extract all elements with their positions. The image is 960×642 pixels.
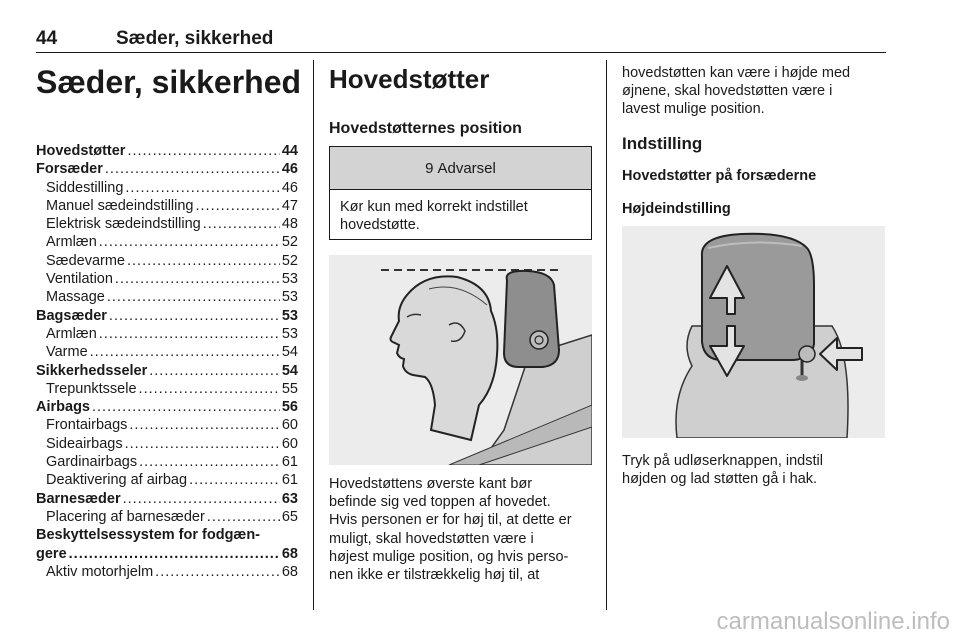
subheading: Hovedstøtter på forsæderne [622,168,817,184]
toc-leader-dots [155,563,280,581]
toc-page: 52 [281,252,298,269]
toc-leader-dots [105,160,280,178]
warning-heading: Advarsel [437,159,496,177]
toc-entry[interactable] [36,343,298,361]
toc-label: Armlæn [46,234,97,251]
toc-label: Barnesæder [36,490,121,507]
toc-entry[interactable] [36,270,298,288]
toc-page: 61 [281,454,298,471]
toc-page: 54 [281,344,298,361]
text-line: øjnene, skal hovedstøtten være i [622,83,833,100]
toc-leader-dots [127,142,279,160]
toc-leader-dots [90,343,280,361]
toc-page: 65 [281,508,298,525]
toc-entry[interactable] [36,197,298,215]
toc-entry[interactable] [36,233,298,251]
toc-label: Sikkerhedsseler [36,362,148,379]
toc-entry[interactable] [36,252,298,270]
toc-entry[interactable] [36,563,298,581]
toc-leader-dots [109,307,280,325]
toc-page: 46 [281,161,298,178]
height-adjustment-illustration [622,226,885,438]
toc-entry-wrapped[interactable] [36,526,298,563]
toc-entry[interactable] [36,325,298,343]
subheading: Højdeindstilling [622,201,731,217]
toc-entry[interactable] [36,142,298,160]
toc-entry[interactable] [36,215,298,233]
page-number: 44 [36,28,58,49]
section-title: Hovedstøtter [329,64,490,94]
body-text [622,452,886,488]
warning-text: Kør kun med korrekt indstillet hovedstøtte. [340,199,528,234]
watermark: carmanualsonline.info [716,608,950,635]
toc-label: Airbags [36,399,90,416]
toc-label: Armlæn [46,325,97,342]
column-divider [313,60,314,610]
toc-page: 47 [281,197,298,214]
toc-leader-dots [92,398,280,416]
toc-label: Sædevarme [46,252,125,269]
toc-entry[interactable] [36,380,298,398]
body-text [329,475,594,584]
toc-leader-dots [125,179,279,197]
section-heading: Indstilling [622,134,703,153]
toc-leader-dots [125,435,280,453]
toc-page: 53 [281,289,298,306]
toc-leader-dots [129,416,279,434]
toc-page: 68 [281,563,298,580]
warning-header [330,147,591,190]
toc-label: Gardinairbags [46,454,138,471]
toc-leader-dots [99,325,280,343]
warning-box [329,146,592,240]
toc-leader-dots [207,508,280,526]
toc-page: 63 [281,490,298,507]
toc-page: 60 [281,435,298,452]
text-line: Hvis personen er for høj til, at dette er [329,512,572,529]
toc-page: 61 [281,472,298,489]
toc-label: Ventilation [46,271,113,288]
text-line: hovedstøtten kan være i højde med [622,65,851,81]
toc-entry[interactable] [36,490,298,508]
toc-entry[interactable] [36,179,298,197]
toc-label: Deaktivering af airbag [46,472,188,489]
toc-page: 68 [281,545,298,562]
toc-label: Trepunktssele [46,380,137,397]
toc-entry[interactable] [36,307,298,325]
toc-label: Frontairbags [46,417,128,434]
toc-page: 53 [281,307,298,324]
toc-entry[interactable] [36,362,298,380]
toc-label-line1: Beskyttelsessystem for fodgæn- [36,527,261,544]
toc-entry-line2 [36,545,298,563]
toc-page: 60 [281,417,298,434]
warning-icon: 9 [425,159,434,177]
toc-leader-dots [139,380,280,398]
toc-leader-dots [149,362,280,380]
toc-page: 53 [281,325,298,342]
toc-label: Varme [46,344,88,361]
toc-label: Hovedstøtter [36,143,126,159]
toc-label: Forsæder [36,161,103,178]
toc-page: 53 [281,271,298,288]
subsection-title: Hovedstøtternes position [329,120,522,137]
toc-page: 52 [281,234,298,251]
toc-leader-dots [69,545,280,563]
toc-label: Siddestilling [46,179,124,196]
toc-entry[interactable] [36,398,298,416]
toc-page: 54 [281,362,298,379]
toc-entry[interactable] [36,160,298,178]
toc-leader-dots [203,215,280,233]
toc-label: Sideairbags [46,435,123,452]
body-text [622,64,886,119]
toc-page: 48 [281,216,298,233]
text-line: lavest mulige position. [622,101,765,118]
text-line: nen ikke er tilstrækkelig høj til, at [329,567,540,584]
toc-entry[interactable] [36,508,298,526]
toc-entry[interactable] [36,453,298,471]
text-line: Hovedstøttens øverste kant bør [329,476,533,492]
page-header [36,26,886,53]
toc-page: 55 [281,380,298,397]
toc-label: Massage [46,289,105,306]
toc-label: Placering af barnesæder [46,508,205,525]
toc-entry[interactable] [36,471,298,489]
text-line: muligt, skal hovedstøtten være i [329,530,534,547]
table-of-contents [36,142,298,581]
toc-page: 56 [281,399,298,416]
toc-page: 46 [281,179,298,196]
text-line: befinde sig ved toppen af hovedet. [329,494,551,511]
toc-leader-dots [196,197,280,215]
text-line: højest mulige position, og hvis perso- [329,548,569,565]
running-title: Sæder, sikkerhed [116,28,274,49]
toc-leader-dots [139,453,280,471]
toc-label-line2: gere [36,545,67,562]
toc-entry[interactable] [36,288,298,306]
toc-label: Aktiv motorhjelm [46,563,154,580]
text-line: Tryk på udløserknappen, indstil [622,453,823,469]
toc-entry[interactable] [36,435,298,453]
toc-label: Bagsæder [36,307,107,324]
toc-label: Manuel sædeindstilling [46,197,194,214]
toc-page: 44 [281,143,298,159]
column-divider [606,60,607,610]
toc-leader-dots [189,471,280,489]
toc-leader-dots [107,288,280,306]
chapter-title: Sæder, sikkerhed [36,64,302,100]
toc-leader-dots [127,252,280,270]
toc-leader-dots [123,490,280,508]
text-line: højden og lad støtten gå i hak. [622,471,818,488]
toc-label: Elektrisk sædeindstilling [46,216,201,233]
toc-entry[interactable] [36,416,298,434]
toc-leader-dots [99,233,280,251]
toc-leader-dots [115,270,280,288]
headrest-position-illustration [329,255,592,465]
